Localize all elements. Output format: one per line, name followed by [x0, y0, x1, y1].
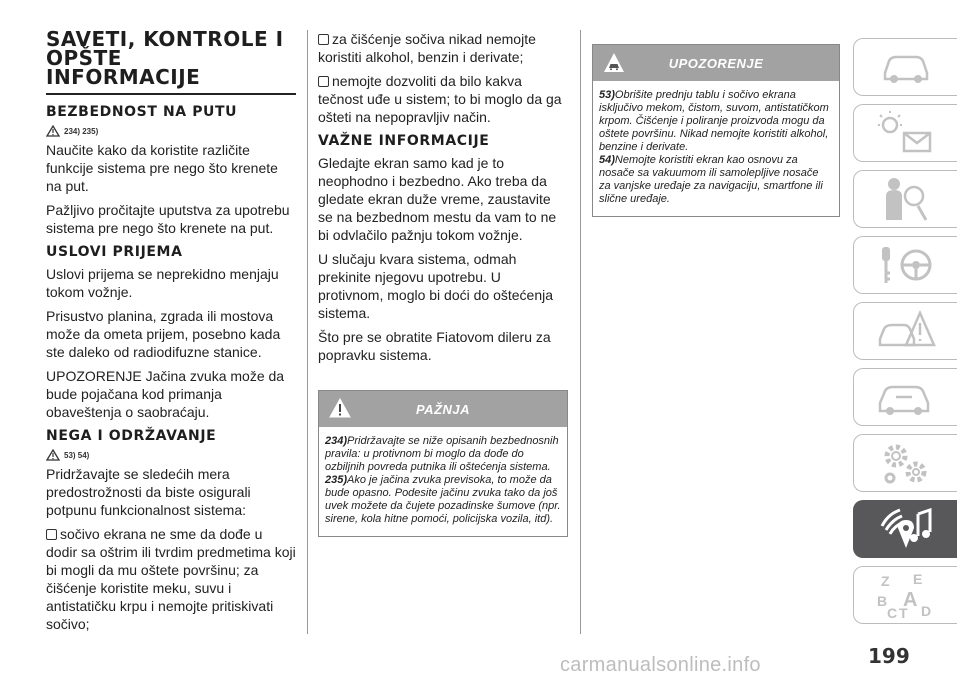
chapter-title-line-3: INFORMACIJE	[46, 65, 201, 89]
car-warning-icon	[603, 52, 625, 74]
caution-body	[319, 427, 567, 536]
index-letter: T	[898, 605, 908, 620]
bullet-item	[318, 72, 568, 126]
chapter-title-line-2: OPŠTE	[46, 46, 122, 70]
car-icon	[879, 47, 933, 87]
caution-text: Ako je jačina zvuka previsoka, to može da bude opasno. Podesite jačinu zvuka tako da još uvek možete da čujete pozadinske šumove (npr. sirene, kola hitne pomoći, policijska vozila, itd).	[325, 474, 561, 525]
tab-index[interactable]	[853, 566, 957, 624]
tab-multimedia[interactable]	[853, 500, 957, 558]
paragraph: UPOZORENJE Jačina zvuka može da bude pojačana kod primanja obaveštenja o saobraćaju.	[46, 368, 285, 420]
tab-safety[interactable]	[853, 170, 957, 228]
chapter-title-line-1: SAVETI, KONTROLE I	[46, 27, 284, 51]
warning-ref: 53)	[599, 89, 615, 101]
seatbelt-airbag-icon	[878, 176, 934, 222]
section-heading-important: VAŽNE INFORMACIJE	[318, 133, 490, 149]
warning-item	[599, 89, 833, 154]
watermark: carmanualsonline.info	[560, 654, 761, 676]
paragraph: U slučaju kvara sistema, odmah prekinite njegovu upotrebu. U protivnom, moglo bi doći do oštećenja sistema.	[318, 251, 554, 321]
warning-ref: 54)	[599, 154, 615, 166]
bullet-item	[318, 30, 568, 66]
tab-vehicle[interactable]	[853, 38, 957, 96]
index-letter: A	[902, 589, 917, 611]
multimedia-icon	[876, 504, 936, 554]
section-heading-reception: USLOVI PRIJEMA	[46, 244, 183, 260]
warning-triangle-icon	[329, 398, 351, 418]
column-divider	[307, 30, 308, 634]
middle-column	[318, 30, 568, 537]
tab-emergency[interactable]	[853, 302, 957, 360]
tab-starting-driving[interactable]	[853, 236, 957, 294]
index-letter: E	[912, 571, 922, 587]
paragraph: Gledajte ekran samo kad je to neophodno i bezbedno. Ako treba da gledate ekran duže vreme, zaustavite se na bezbednom mestu da vam to ne bi odvlačilo pažnju tokom vožnje.	[318, 155, 557, 243]
warning-item	[599, 154, 833, 206]
paragraph: Prisustvo planina, zgrada ili mostova može da ometa prijem, posebno kada ste daleko od radiodifuzne stanice.	[46, 308, 281, 360]
paragraph: Pažljivo pročitajte uputstva za upotrebu sistema pre nego što krenete na put.	[46, 202, 290, 236]
tab-dashboard[interactable]	[853, 104, 957, 162]
paragraph: Pridržavajte se sledećih mera predostrožnosti da biste osigurali potpunu funkcionalnost sistema:	[46, 466, 251, 518]
paragraph: Naučite kako da koristite različite funkcije sistema pre nego što krenete na put.	[46, 142, 278, 194]
chapter-tabs	[853, 38, 960, 658]
index-letter: B	[876, 593, 887, 609]
index-letter: D	[920, 603, 931, 619]
bullet-item	[46, 525, 296, 633]
warning-box	[592, 44, 840, 217]
bullet-icon	[318, 76, 329, 87]
breakdown-icon	[876, 309, 936, 353]
caution-item	[325, 474, 561, 526]
safety-ref-numbers: 234) 235)	[64, 126, 99, 136]
index-letter: Z	[880, 573, 890, 589]
bullet-text: za čišćenje sočiva nikad nemojte koristiti alkohol, benzin i derivate;	[318, 31, 536, 65]
caution-title: PAŽNJA	[415, 401, 471, 417]
bullet-text: nemojte dozvoliti da bilo kakva tečnost uđe u sistem; to bi moglo da ga ošteti na nepopravljiv način.	[318, 73, 562, 125]
paragraph: Što pre se obratite Fiatovom dileru za popravku sistema.	[318, 329, 551, 363]
warning-text: Nemojte koristiti ekran kao osnovu za nosače sa vakuumom ili samolepljive nosače za vanjske uređaje za navigaciju, smartfone ili slične uređaje.	[599, 154, 823, 205]
bullet-icon	[46, 529, 57, 540]
caution-box	[318, 390, 568, 537]
section-heading-safety: BEZBEDNOST NA PUTU	[46, 104, 238, 120]
warning-triangle-icon	[46, 125, 60, 137]
warning-header	[593, 45, 839, 81]
warning-body	[593, 81, 839, 216]
left-column	[46, 27, 296, 639]
warning-title: UPOZORENJE	[668, 55, 764, 71]
bullet-icon	[318, 34, 329, 45]
tab-technical-data[interactable]	[853, 434, 957, 492]
care-refs	[46, 449, 296, 461]
column-divider	[580, 30, 581, 634]
car-service-icon	[876, 375, 936, 419]
page-number: 199	[868, 644, 910, 668]
bullet-text: sočivo ekrana ne sme da dođe u dodir sa oštrim ili tvrdim predmetima koji bi mogli da mu oštete površinu; za čišćenje koristite meku, suvu i antistatičku krpu i nemojte pritiskivati sočivo;	[46, 526, 296, 632]
caution-item	[325, 435, 561, 474]
key-steering-wheel-icon	[876, 243, 936, 287]
warning-triangle-icon	[46, 449, 60, 461]
right-column	[592, 30, 840, 217]
section-heading-care: NEGA I ODRŽAVANJE	[46, 428, 217, 444]
tab-maintenance[interactable]	[853, 368, 957, 426]
caution-ref: 235)	[325, 474, 348, 486]
dashboard-lights-icon	[876, 111, 936, 155]
title-divider	[46, 93, 296, 95]
caution-header	[319, 391, 567, 427]
gears-icon	[876, 440, 936, 486]
index-letters-icon	[873, 570, 939, 620]
caution-ref: 234)	[325, 435, 348, 447]
chapter-title	[46, 27, 296, 89]
care-ref-numbers: 53) 54)	[64, 450, 90, 460]
safety-refs	[46, 125, 296, 137]
paragraph: Uslovi prijema se neprekidno menjaju tokom vožnje.	[46, 266, 279, 300]
index-letter: C	[886, 605, 897, 620]
warning-text: Obrišite prednju tablu i sočivo ekrana isključivo mekom, čistom, suvom, antistatičkom krpom. Čišćenje i poliranje proizvoda mogu da oštete površinu. Nikad nemojte koristiti alkohol, benzine i derivate.	[599, 89, 829, 153]
caution-text: Pridržavajte se niže opisanih bezbednosnih pravila: u protivnom bi moglo da dođe do ozbiljnih povreda putnika ili oštećenja sistema.	[325, 435, 559, 473]
